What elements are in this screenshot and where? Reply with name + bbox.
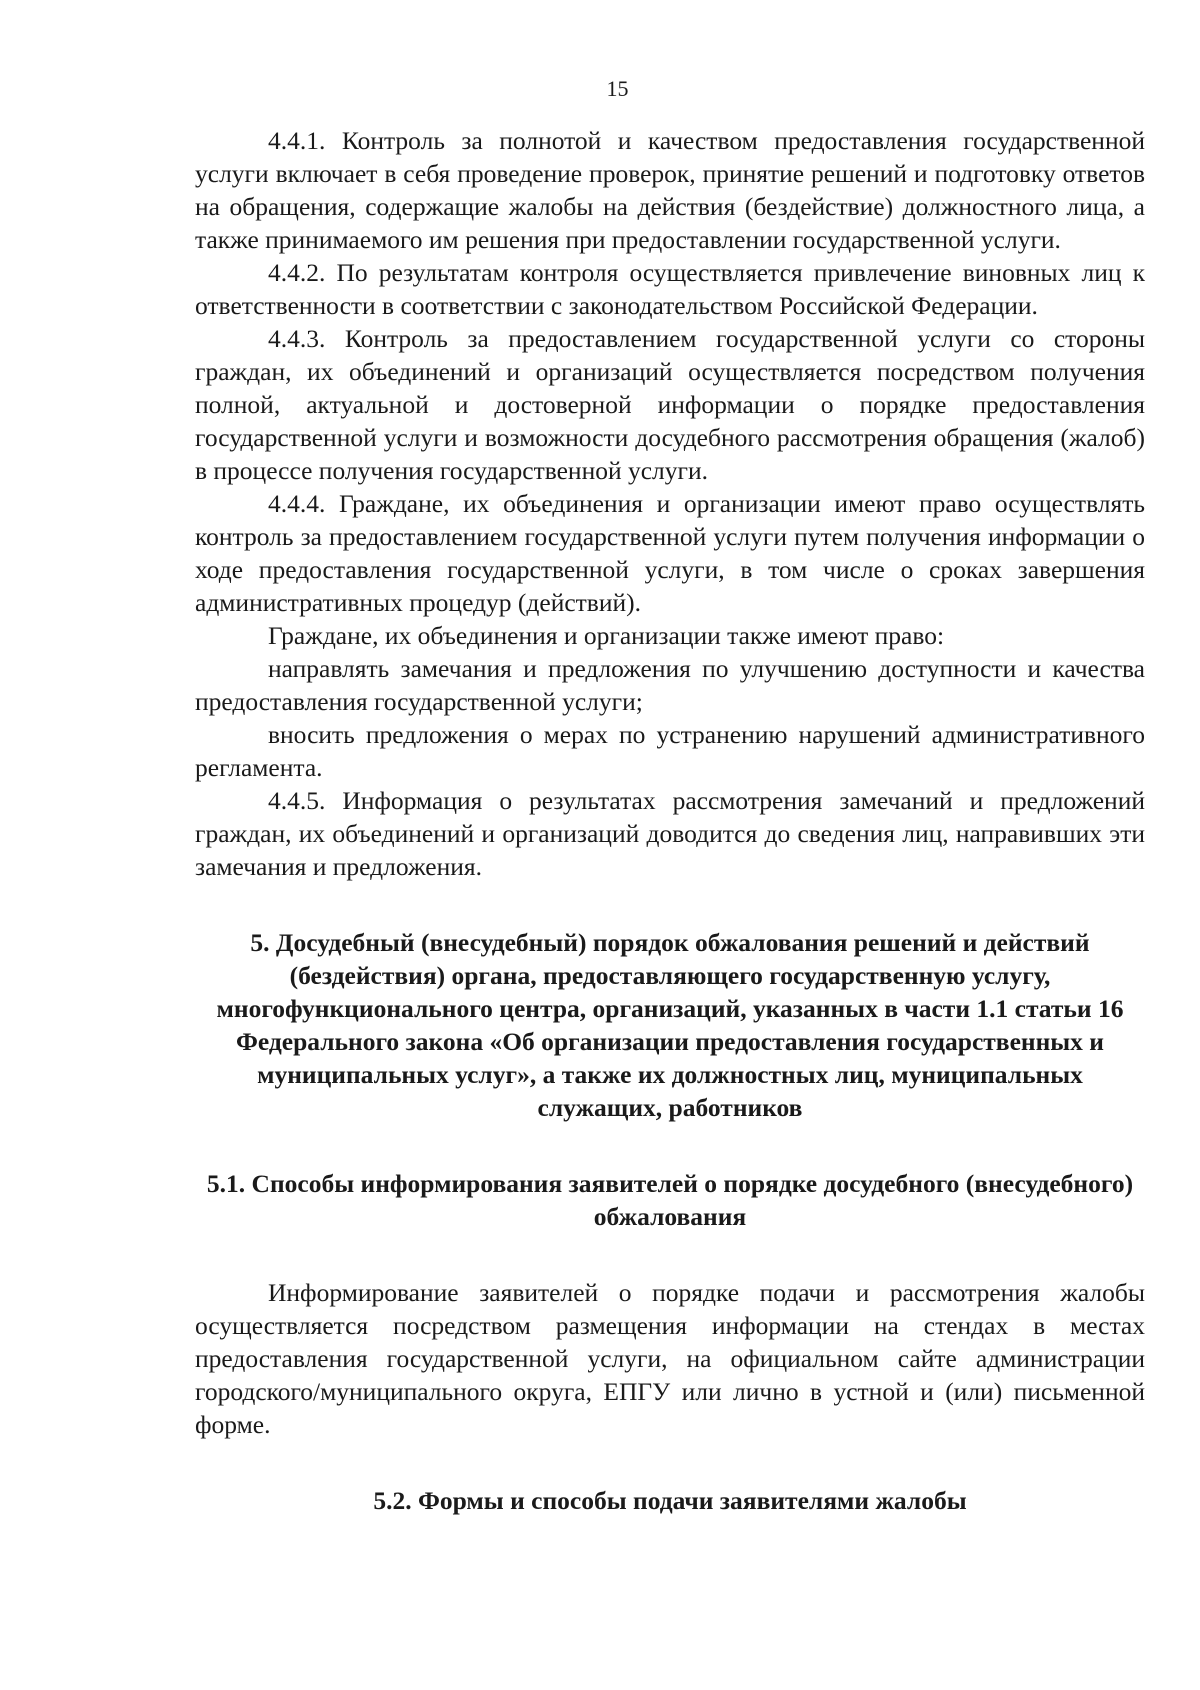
paragraph-right-proposals: вносить предложения о мерах по устранению нарушений административного регламента.: [195, 720, 1145, 782]
paragraph-4-4-5: 4.4.5. Информация о результатах рассмотрения замечаний и предложений граждан, их объединений и организаций доводится до сведения лиц, направивших эти замечания и предложения.: [195, 786, 1145, 881]
paragraph-5-1: Информирование заявителей о порядке подачи и рассмотрения жалобы осуществляется посредством размещения информации на стендах в местах предоставления государственной услуги, на официальном сайте администрации городского/муниципального округа, ЕПГУ или лично в устной и (или) письменной форме.: [195, 1278, 1145, 1439]
section-5-2-heading: 5.2. Формы и способы подачи заявителями жалобы: [373, 1486, 967, 1515]
paragraph-4-4-1: 4.4.1. Контроль за полнотой и качеством предоставления государственной услуги включает в себя проведение проверок, принятие решений и подготовку ответов на обращения, содержащие жалобы на действия (бездействие) должностного лица, а также принимаемого им решения при предоставлении государственной услуги.: [195, 126, 1145, 254]
paragraph-4-4-4: 4.4.4. Граждане, их объединения и организации имеют право осуществлять контроль за предоставлением государственной услуги путем получения информации о ходе предоставления государственной услуги, в том числе о сроках завершения административных процедур (действий).: [195, 489, 1145, 617]
section-5-1-heading: 5.1. Способы информирования заявителей о порядке досудебного (внесудебного) обжалования: [206, 1169, 1134, 1231]
paragraph-right-remarks: направлять замечания и предложения по улучшению доступности и качества предоставления государственной услуги;: [195, 654, 1145, 716]
document-body: [195, 124, 1145, 1517]
paragraph-4-4-2: 4.4.2. По результатам контроля осуществляется привлечение виновных лиц к ответственности в соответствии с законодательством Российской Федерации.: [195, 258, 1145, 320]
paragraph-rights-intro: Граждане, их объединения и организации также имеют право:: [268, 621, 945, 650]
page-number: 15: [606, 76, 629, 101]
section-5-heading: 5. Досудебный (внесудебный) порядок обжалования решений и действий (бездействия) органа, предоставляющего государственную услугу, многофункционального центра, организаций, указанных в части 1.1 статьи 16 Федерального закона «Об организации предоставления государственных и муниципальных услуг», а также их должностных лиц, муниципальных служащих, работников: [216, 928, 1124, 1122]
paragraph-4-4-3: 4.4.3. Контроль за предоставлением государственной услуги со стороны граждан, их объединений и организаций осуществляется посредством получения полной, актуальной и достоверной информации о порядке предоставления государственной услуги и возможности досудебного рассмотрения обращения (жалоб) в процессе получения государственной услуги.: [195, 324, 1145, 485]
